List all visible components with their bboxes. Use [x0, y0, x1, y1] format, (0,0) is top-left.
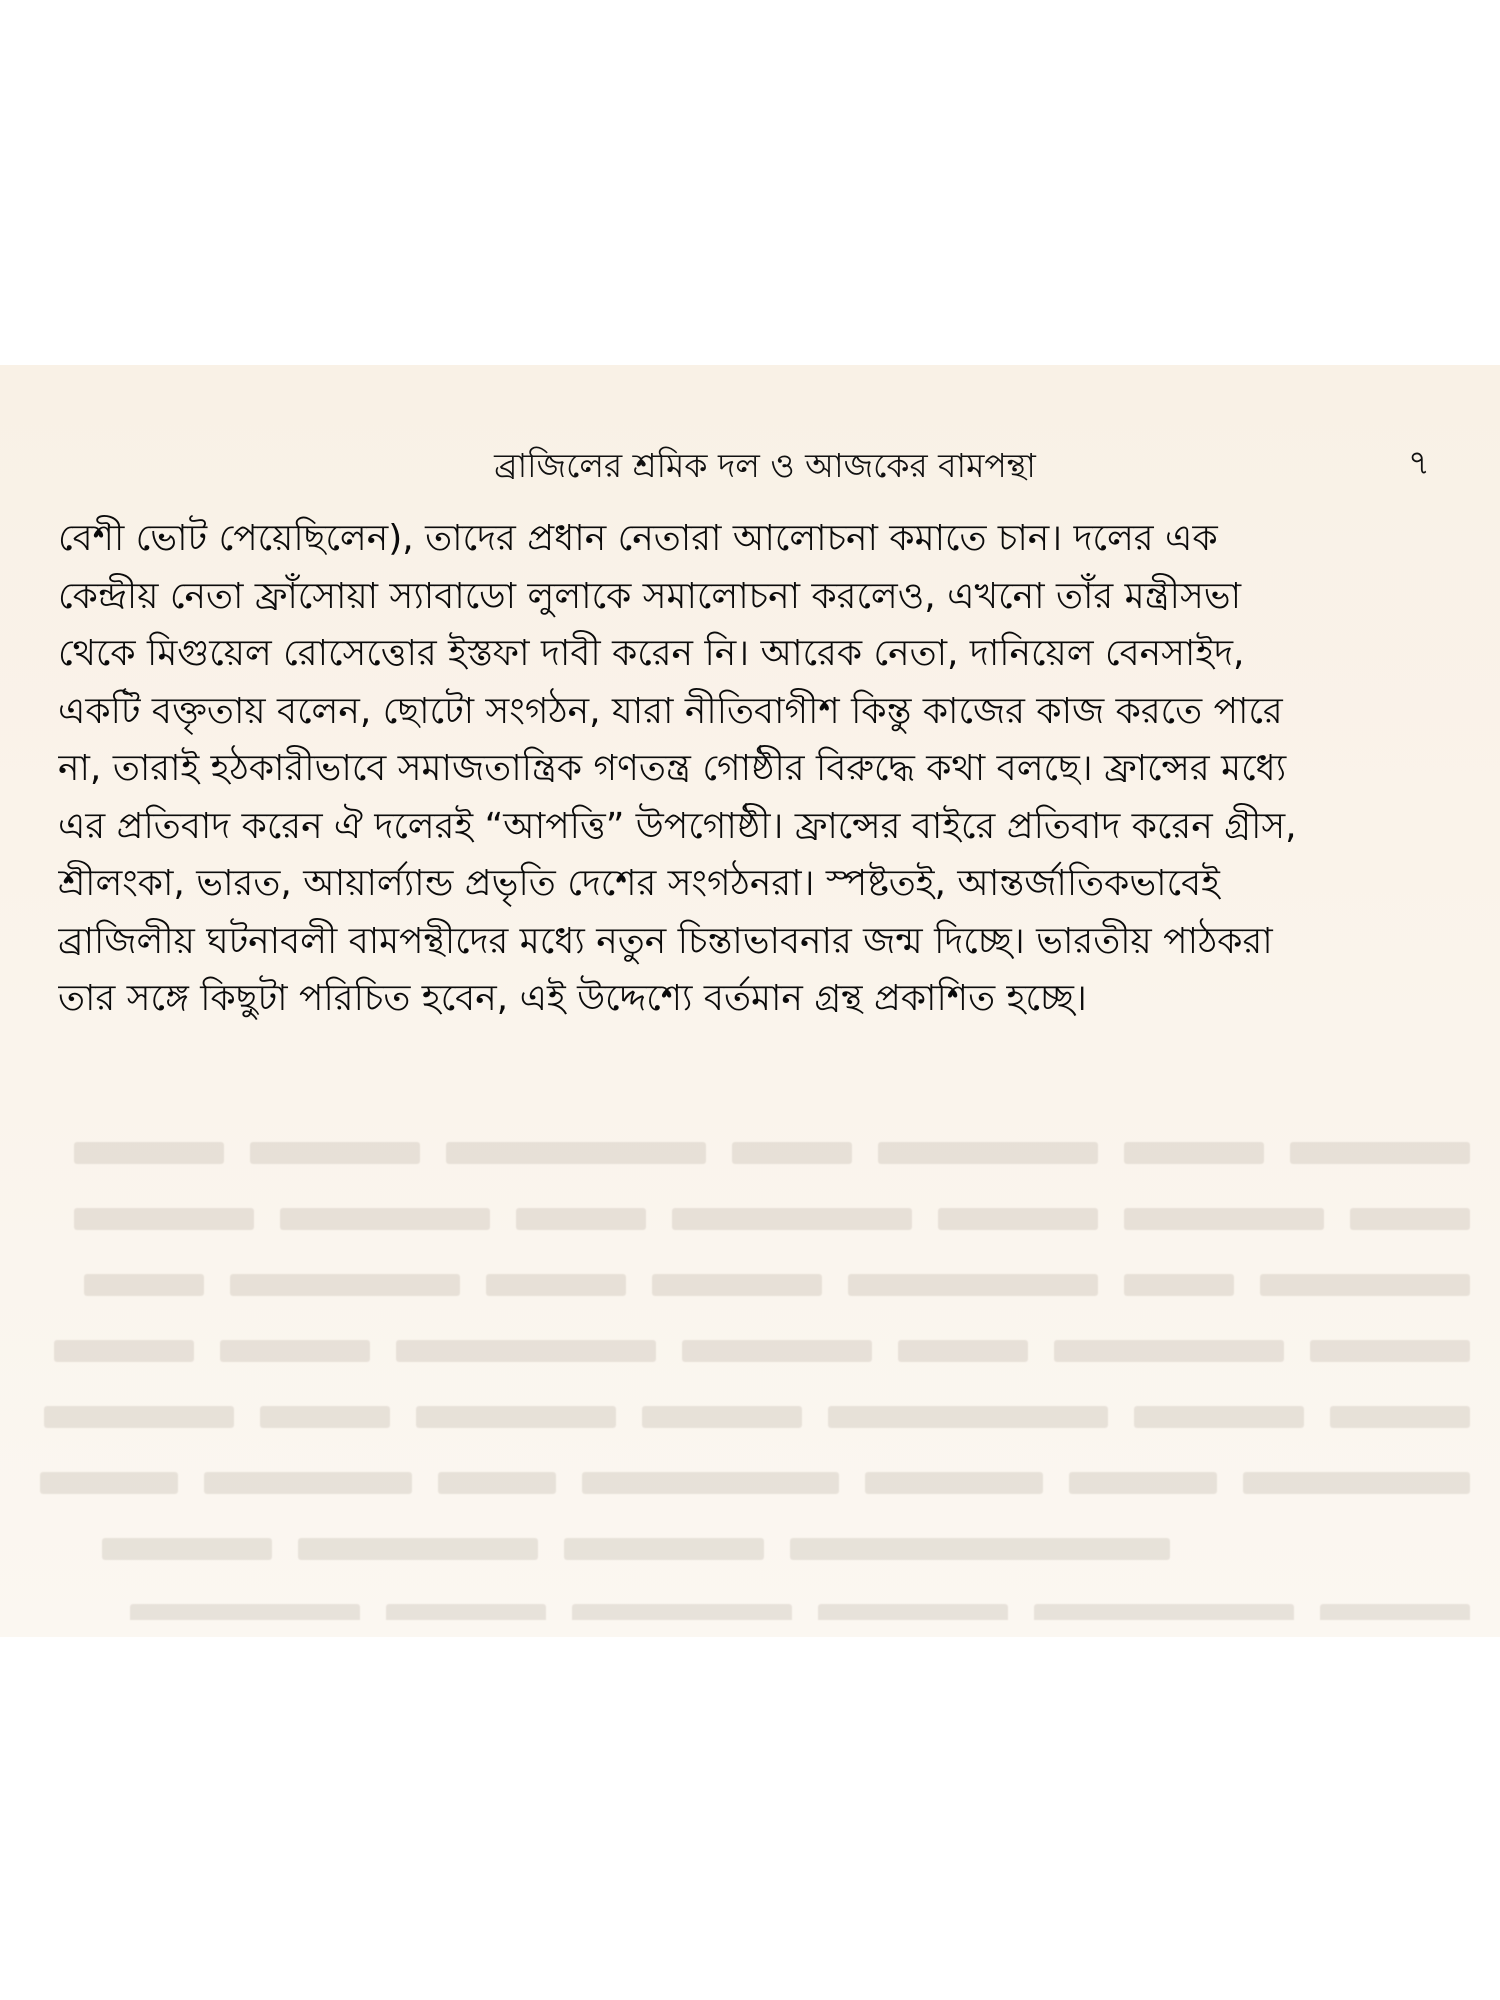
- text-line: তার সঙ্গে কিছুটা পরিচিত হবেন, এই উদ্দেশ্যে বর্তমান গ্রন্থ প্রকাশিত হচ্ছে।: [58, 978, 1087, 1019]
- page-number: ৭: [1407, 443, 1430, 483]
- text-line: ব্রাজিলীয় ঘটনাবলী বামপন্থীদের মধ্যে নতুন চিন্তাভাবনার জন্ম দিচ্ছে। ভারতীয় পাঠকরা: [58, 920, 1273, 962]
- text-line: বেশী ভোট পেয়েছিলেন), তাদের প্রধান নেতারা আলোচনা কমাতে চান। দলের এক: [58, 518, 1218, 559]
- text-line: না, তারাই হঠকারীভাবে সমাজতান্ত্রিক গণতন্ত্র গোষ্ঠীর বিরুদ্ধে কথা বলছে। ফ্রান্সের মধ্যে: [58, 748, 1287, 789]
- text-line: এর প্রতিবাদ করেন ঐ দলেরই “আপত্তি” উপগোষ্ঠী। ফ্রান্সের বাইরে প্রতিবাদ করেন গ্রীস,: [58, 805, 1297, 847]
- text-line: কেন্দ্রীয় নেতা ফ্রাঁসোয়া স্যাবাডো লুলাকে সমালোচনা করলেও, এখনো তাঁর মন্ত্রীসভা: [58, 575, 1242, 617]
- text-line: থেকে মিগুয়েল রোসেত্তোর ইস্তফা দাবী করেন নি। আরেক নেতা, দানিয়েল বেনসাইদ,: [58, 633, 1245, 674]
- body-paragraph: [58, 510, 1458, 1028]
- running-head: ব্রাজিলের শ্রমিক দল ও আজকের বামপন্থা: [494, 446, 1036, 485]
- book-page: [0, 365, 1500, 1637]
- text-line: শ্রীলংকা, ভারত, আয়ার্ল্যান্ড প্রভৃতি দেশের সংগঠনরা। স্পষ্টতই, আন্তর্জাতিকভাবেই: [58, 863, 1220, 904]
- show-through-text: [40, 1120, 1470, 1620]
- text-line: একটি বক্তৃতায় বলেন, ছোটো সংগঠন, যারা নীতিবাগীশ কিন্তু কাজের কাজ করতে পারে: [58, 690, 1283, 732]
